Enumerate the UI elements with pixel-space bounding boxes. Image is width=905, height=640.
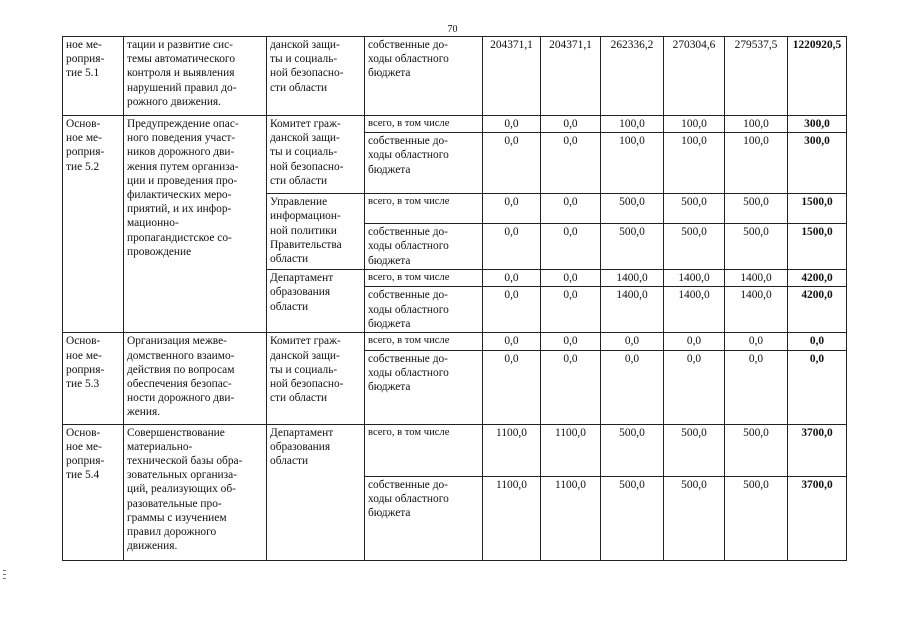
value-year-4: 500,0	[664, 194, 725, 224]
total-value: 0,0	[788, 350, 847, 424]
value-year-2: 1100,0	[541, 424, 601, 476]
value-year-3: 1400,0	[601, 287, 664, 333]
table-row	[63, 116, 847, 133]
total-value: 300,0	[788, 116, 847, 133]
value-year-5: 500,0	[725, 476, 788, 560]
value-year-4: 500,0	[664, 476, 725, 560]
table-row	[63, 37, 847, 116]
total-value: 4200,0	[788, 270, 847, 287]
budget-table	[62, 36, 847, 561]
activity-description: Организация межве- домственного взаимо- действия по вопросам обеспечения безопас- ности дорожного дви- жения.	[124, 333, 267, 424]
executor: Департамент образования области	[267, 424, 365, 560]
value-year-1: 0,0	[483, 287, 541, 333]
value-year-4: 100,0	[664, 133, 725, 194]
executor: Комитет граж- данской защи- ты и социаль- ной безопасно- сти области	[267, 116, 365, 194]
scan-mark	[3, 578, 6, 579]
value-year-5: 500,0	[725, 194, 788, 224]
value-year-5: 1400,0	[725, 270, 788, 287]
value-year-3: 500,0	[601, 476, 664, 560]
funding-source: собственные до- ходы областного бюджета	[365, 350, 483, 424]
total-value: 3700,0	[788, 424, 847, 476]
value-year-1: 0,0	[483, 270, 541, 287]
value-year-5: 0,0	[725, 350, 788, 424]
value-year-1: 204371,1	[483, 37, 541, 116]
value-year-5: 500,0	[725, 424, 788, 476]
value-year-4: 500,0	[664, 424, 725, 476]
executor: Комитет граж- данской защи- ты и социаль- ной безопасно- сти области	[267, 333, 365, 424]
value-year-1: 0,0	[483, 333, 541, 350]
value-year-1: 0,0	[483, 133, 541, 194]
activity-number: Основ- ное ме- роприя- тие 5.3	[63, 333, 124, 424]
value-year-2: 0,0	[541, 333, 601, 350]
table-row	[63, 333, 847, 350]
value-year-4: 100,0	[664, 116, 725, 133]
scan-mark	[3, 570, 6, 571]
value-year-1: 1100,0	[483, 476, 541, 560]
funding-source: всего, в том числе	[365, 270, 483, 287]
value-year-5: 100,0	[725, 116, 788, 133]
funding-source: собственные до- ходы областного бюджета	[365, 476, 483, 560]
value-year-2: 204371,1	[541, 37, 601, 116]
funding-source: всего, в том числе	[365, 194, 483, 224]
value-year-1: 0,0	[483, 116, 541, 133]
value-year-3: 100,0	[601, 133, 664, 194]
executor: данской защи- ты и социаль- ной безопасно- сти области	[267, 37, 365, 116]
total-value: 3700,0	[788, 476, 847, 560]
value-year-3: 500,0	[601, 424, 664, 476]
total-value: 1220920,5	[788, 37, 847, 116]
total-value: 0,0	[788, 333, 847, 350]
value-year-3: 500,0	[601, 224, 664, 270]
value-year-3: 500,0	[601, 194, 664, 224]
value-year-1: 1100,0	[483, 424, 541, 476]
value-year-3: 0,0	[601, 350, 664, 424]
value-year-4: 270304,6	[664, 37, 725, 116]
value-year-3: 100,0	[601, 116, 664, 133]
value-year-4: 500,0	[664, 224, 725, 270]
value-year-3: 262336,2	[601, 37, 664, 116]
funding-source: собственные до- ходы областного бюджета	[365, 37, 483, 116]
value-year-2: 0,0	[541, 350, 601, 424]
activity-description: тации и развитие сис- темы автоматического контроля и выявления нарушений правил до- рожного движения.	[124, 37, 267, 116]
value-year-3: 1400,0	[601, 270, 664, 287]
value-year-1: 0,0	[483, 224, 541, 270]
value-year-1: 0,0	[483, 350, 541, 424]
executor: Департамент образования области	[267, 270, 365, 333]
value-year-5: 1400,0	[725, 287, 788, 333]
funding-source: всего, в том числе	[365, 116, 483, 133]
value-year-4: 1400,0	[664, 287, 725, 333]
value-year-2: 0,0	[541, 194, 601, 224]
total-value: 4200,0	[788, 287, 847, 333]
scan-mark	[3, 574, 6, 575]
value-year-2: 0,0	[541, 116, 601, 133]
value-year-4: 0,0	[664, 350, 725, 424]
value-year-2: 0,0	[541, 287, 601, 333]
funding-source: собственные до- ходы областного бюджета	[365, 133, 483, 194]
page-number: 70	[447, 24, 458, 35]
value-year-4: 1400,0	[664, 270, 725, 287]
activity-number: Основ- ное ме- роприя- тие 5.4	[63, 424, 124, 560]
value-year-2: 0,0	[541, 133, 601, 194]
value-year-4: 0,0	[664, 333, 725, 350]
table-body	[63, 37, 847, 561]
value-year-2: 0,0	[541, 224, 601, 270]
total-value: 1500,0	[788, 194, 847, 224]
total-value: 1500,0	[788, 224, 847, 270]
value-year-5: 279537,5	[725, 37, 788, 116]
table-row	[63, 424, 847, 476]
value-year-1: 0,0	[483, 194, 541, 224]
funding-source: всего, в том числе	[365, 424, 483, 476]
value-year-5: 0,0	[725, 333, 788, 350]
funding-source: собственные до- ходы областного бюджета	[365, 287, 483, 333]
value-year-2: 1100,0	[541, 476, 601, 560]
funding-source: собственные до- ходы областного бюджета	[365, 224, 483, 270]
activity-number: Основ- ное ме- роприя- тие 5.2	[63, 116, 124, 333]
activity-number: ное ме- роприя- тие 5.1	[63, 37, 124, 116]
total-value: 300,0	[788, 133, 847, 194]
activity-description: Совершенствование материально- технической базы обра- зовательных организа- ций, реализующих об- разовательные про- граммы с изучением правил дорожного движения.	[124, 424, 267, 560]
funding-source: всего, в том числе	[365, 333, 483, 350]
value-year-2: 0,0	[541, 270, 601, 287]
executor: Управление информацион- ной политики Правительства области	[267, 194, 365, 270]
activity-description: Предупреждение опас- ного поведения участ- ников дорожного дви- жения путем организа- ции и проведения про- филактических меро- приятий, и их инфор- мационно- пропагандистское со- провождение	[124, 116, 267, 333]
value-year-5: 500,0	[725, 224, 788, 270]
value-year-3: 0,0	[601, 333, 664, 350]
value-year-5: 100,0	[725, 133, 788, 194]
